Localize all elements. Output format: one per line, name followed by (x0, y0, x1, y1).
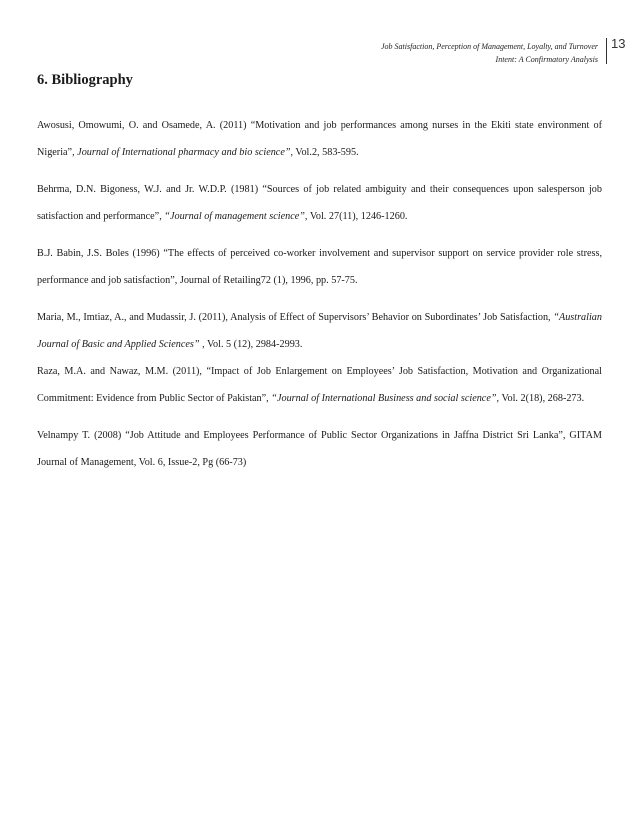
reference-text: Maria, M., Imtiaz, A., and Mudassir, J. (2011), Analysis of Effect of Supervisors’ Behavior on Subordinates’ Job Satisfaction, (37, 312, 554, 323)
reference-item (37, 304, 602, 358)
header-divider (606, 38, 607, 64)
reference-text: Awosusi, Omowumi, O. and Osamede, A. (2011) “Motivation and job performances among nurses in the Ekiti state environment of Nigeria”, (37, 120, 602, 158)
reference-item (37, 240, 602, 294)
reference-list (37, 112, 602, 476)
running-title-line2: Intent: A Confirmatory Analysis (495, 55, 598, 64)
running-title-line1: Job Satisfaction, Perception of Management, Loyalty, and Turnover (380, 42, 598, 51)
reference-details: , Vol. 5 (12), 2984-2993. (199, 339, 303, 350)
reference-text: B.J. Babin, J.S. Boles (1996) “The effects of perceived co-worker involvement and supervisor support on service provider role stress, performance and job satisfaction”, Journal of Retailing72 (1), 1996, pp. 57-75. (37, 248, 602, 286)
running-header (268, 40, 604, 66)
reference-item (37, 358, 602, 412)
reference-text: Raza, M.A. and Nawaz, M.M. (2011), “Impact of Job Enlargement on Employees’ Job Satisfaction, Motivation and Organizational Commitment: Evidence from Public Sector of Pakistan”, (37, 366, 602, 404)
reference-text: Velnampy T. (2008) “Job Attitude and Employees Performance of Public Sector Organizations in Jaffna District Sri Lanka”, GITAM Journal of Management, Vol. 6, Issue-2, Pg (66-73) (37, 430, 602, 468)
reference-journal: “Journal of International Business and social science”, (271, 393, 500, 404)
reference-item (37, 176, 602, 230)
reference-item (37, 112, 602, 166)
reference-details: , Vol. 27(11), 1246-1260. (304, 211, 408, 222)
reference-journal: “Australian Journal of Basic and Applied Sciences” (37, 312, 602, 350)
page-number: 13 (611, 36, 626, 51)
reference-journal: “Journal of management science” (164, 211, 305, 222)
reference-details: , Vol.2, 583-595. (290, 147, 359, 158)
section-title: 6. Bibliography (37, 72, 133, 88)
reference-item (37, 422, 602, 476)
reference-text: Behrma, D.N. Bigoness, W.J. and Jr. W.D.P. (1981) “Sources of job related ambiguity and their consequences upon salesperson job satisfaction and performance”, (37, 184, 602, 222)
reference-details: Vol. 2(18), 268-273. (499, 393, 585, 404)
reference-journal: Journal of International pharmacy and bio science” (77, 147, 291, 158)
